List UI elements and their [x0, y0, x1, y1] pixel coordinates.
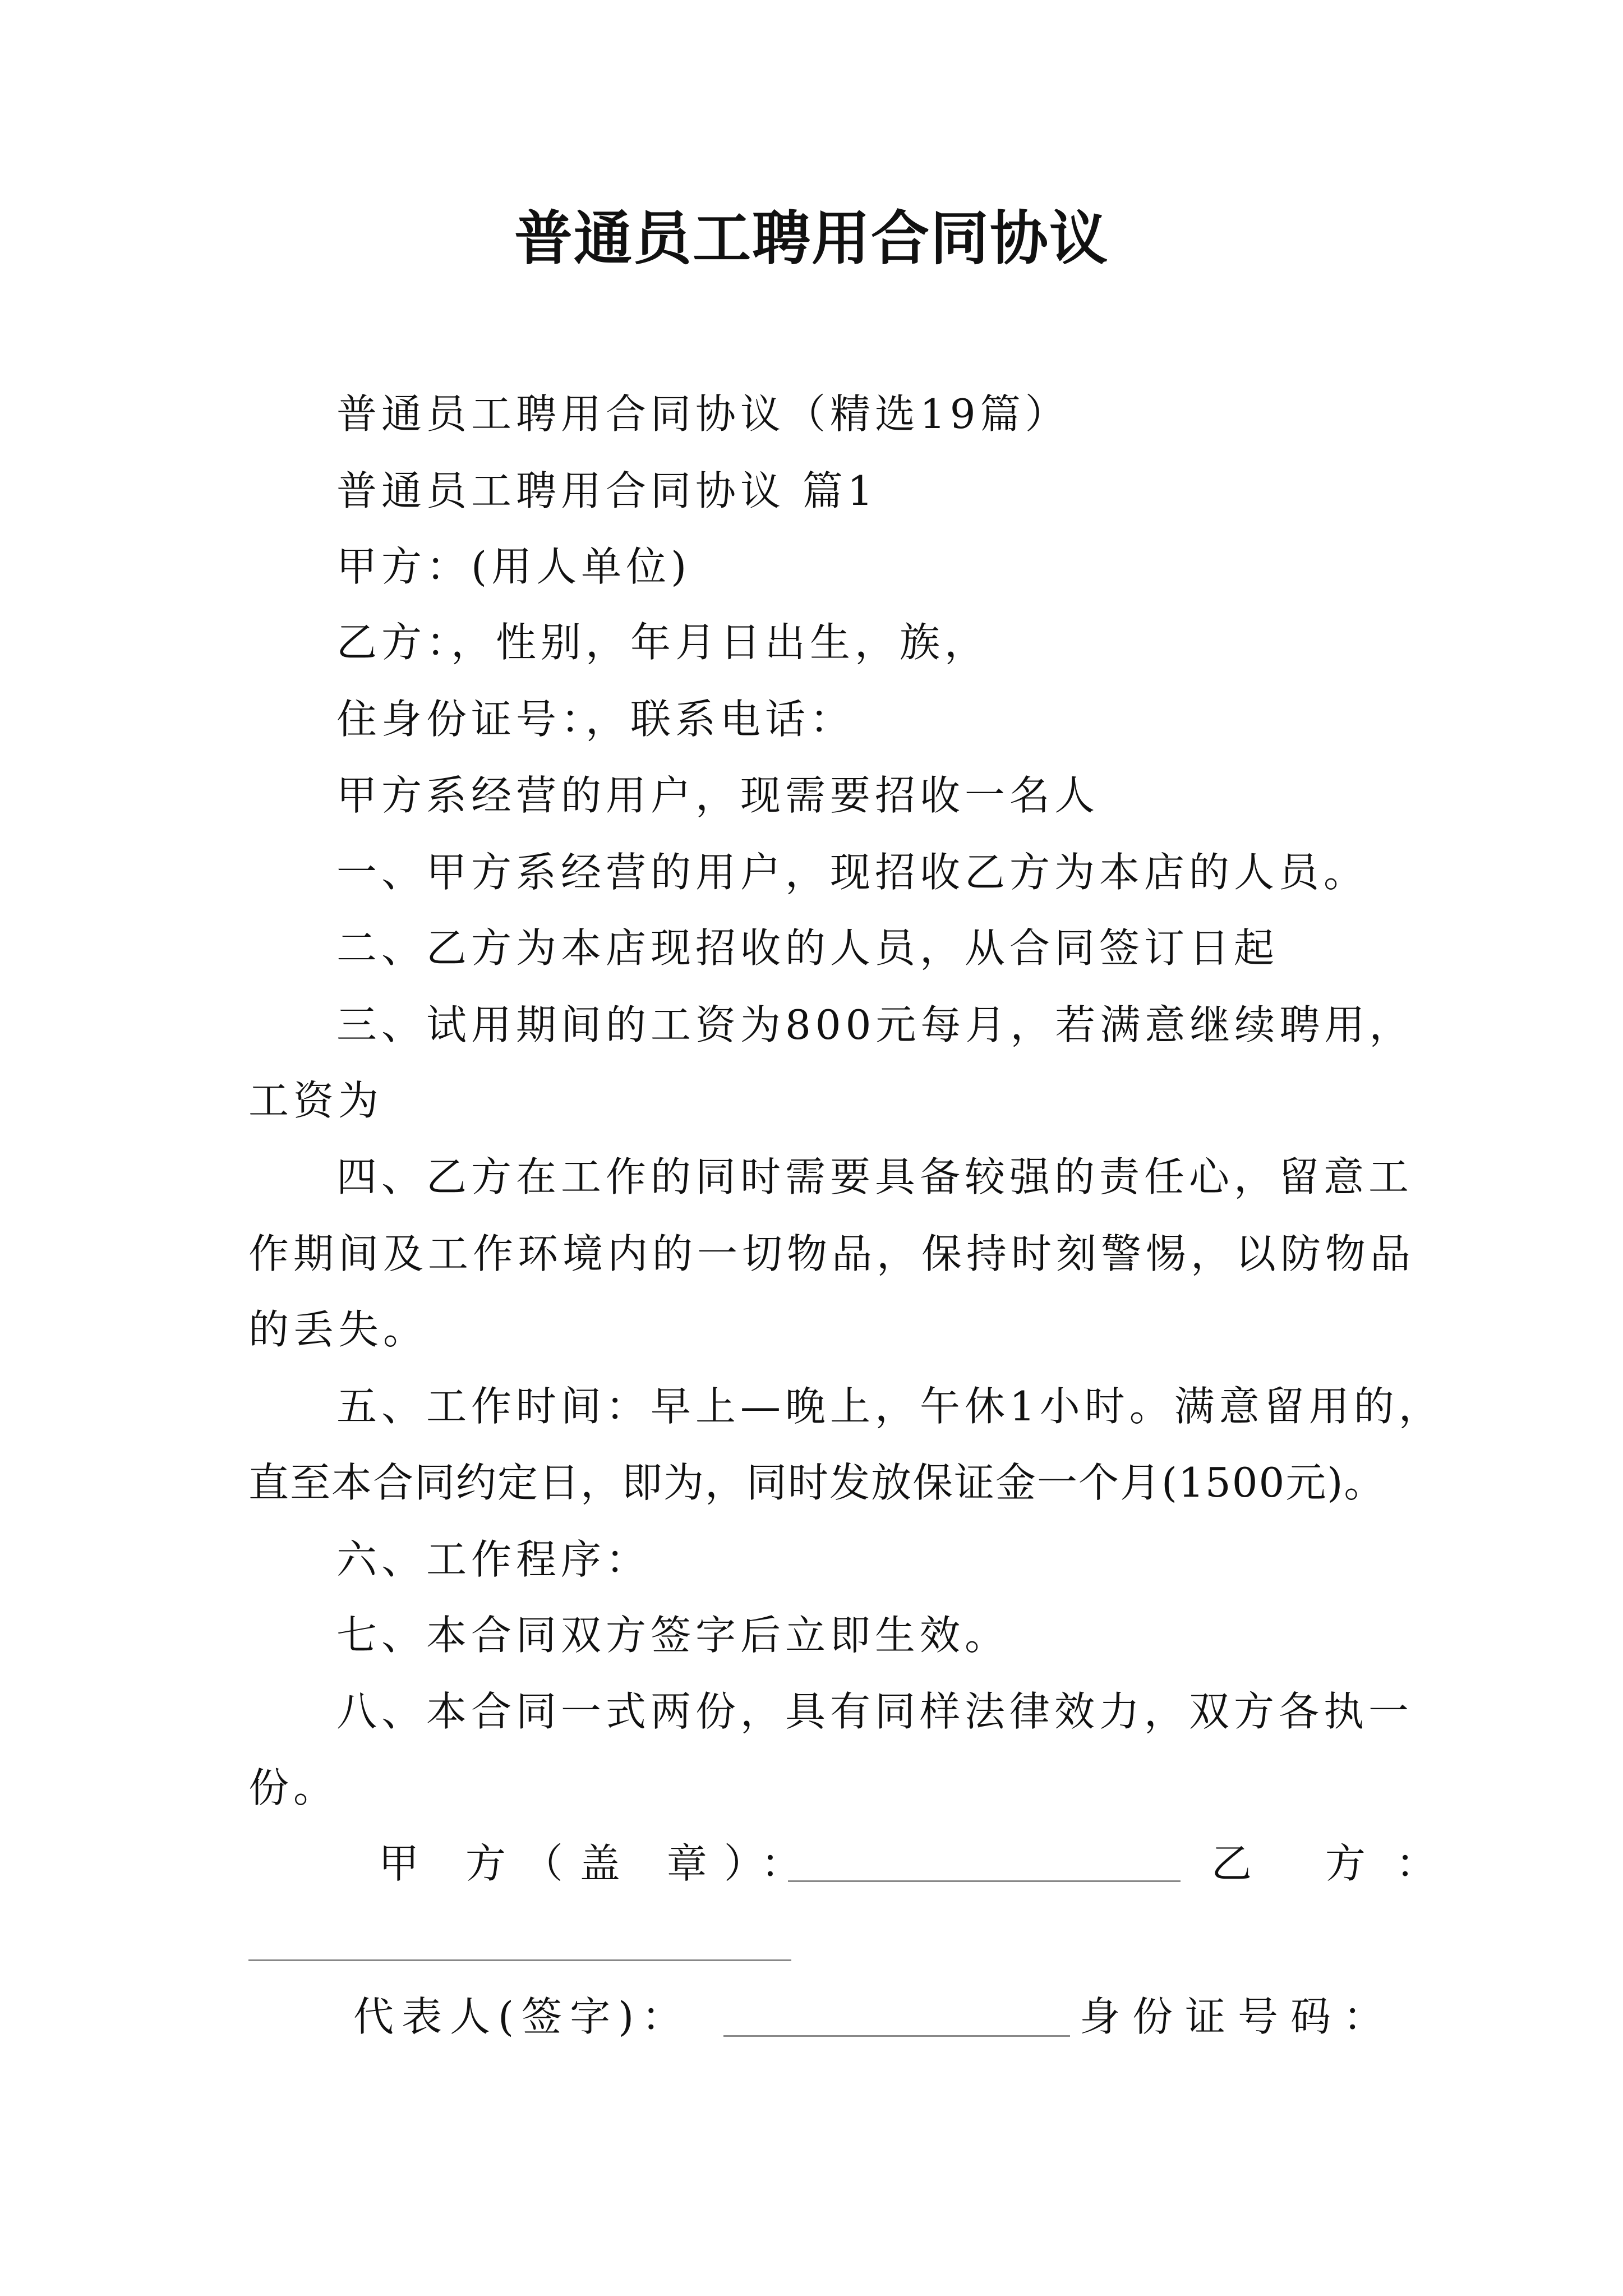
representative-signature-blank[interactable]	[723, 2035, 1070, 2037]
party-b-line: 乙方：，性别，年月日出生，族，	[336, 619, 990, 666]
party-a-seal-blank[interactable]	[788, 1880, 1181, 1882]
document-title: 普通员工聘用合同协议	[514, 204, 1109, 273]
clause-5: 五、工作时间：早上—晚上，午休1小时。满意留用的，	[336, 1383, 1444, 1430]
clause-4: 四、乙方在工作的同时需要具备较强的责任心，留意工	[336, 1153, 1414, 1200]
clause-8: 八、本合同一式两份，具有同样法律效力，双方各执一	[336, 1688, 1414, 1735]
clause-4-continued: 作期间及工作环境内的一切物品，保持时刻警惕，以防物品	[248, 1230, 1415, 1277]
party-a-seal-label: 甲 方（盖 章）：	[379, 1840, 818, 1887]
clause-1: 一、甲方系经营的用户，现招收乙方为本店的人员。	[336, 849, 1369, 896]
id-phone-line: 住身份证号：，联系电话：	[336, 696, 855, 743]
intro-line: 甲方系经营的用户，现需要招收一名人	[336, 772, 1100, 819]
party-b-blank[interactable]	[248, 1959, 791, 1961]
clause-3: 三、试用期间的工资为800元每月，若满意继续聘用，	[336, 1001, 1414, 1048]
representative-label: 代表人(签字)：	[353, 1993, 690, 2040]
clause-7: 七、本合同双方签字后立即生效。	[336, 1612, 1010, 1659]
clause-6: 六、工作程序：	[336, 1536, 651, 1583]
party-b-label: 乙 方：	[1211, 1840, 1467, 1887]
clause-3-continued: 工资为	[248, 1077, 384, 1124]
id-number-label: 身份证号码：	[1080, 1993, 1396, 2040]
clause-2: 二、乙方为本店现招收的人员，从合同签订日起	[336, 924, 1279, 972]
clause-5-continued: 直至本合同约定日，即为，同时发放保证金一个月(1500元)。	[248, 1459, 1386, 1506]
clause-8-end: 份。	[248, 1764, 339, 1811]
section-heading: 普通员工聘用合同协议 篇1	[336, 467, 878, 514]
subtitle-line: 普通员工聘用合同协议（精选19篇）	[336, 390, 1070, 438]
clause-4-end: 的丢失。	[248, 1306, 428, 1353]
party-a-line: 甲方：(用人单位)	[336, 543, 691, 590]
